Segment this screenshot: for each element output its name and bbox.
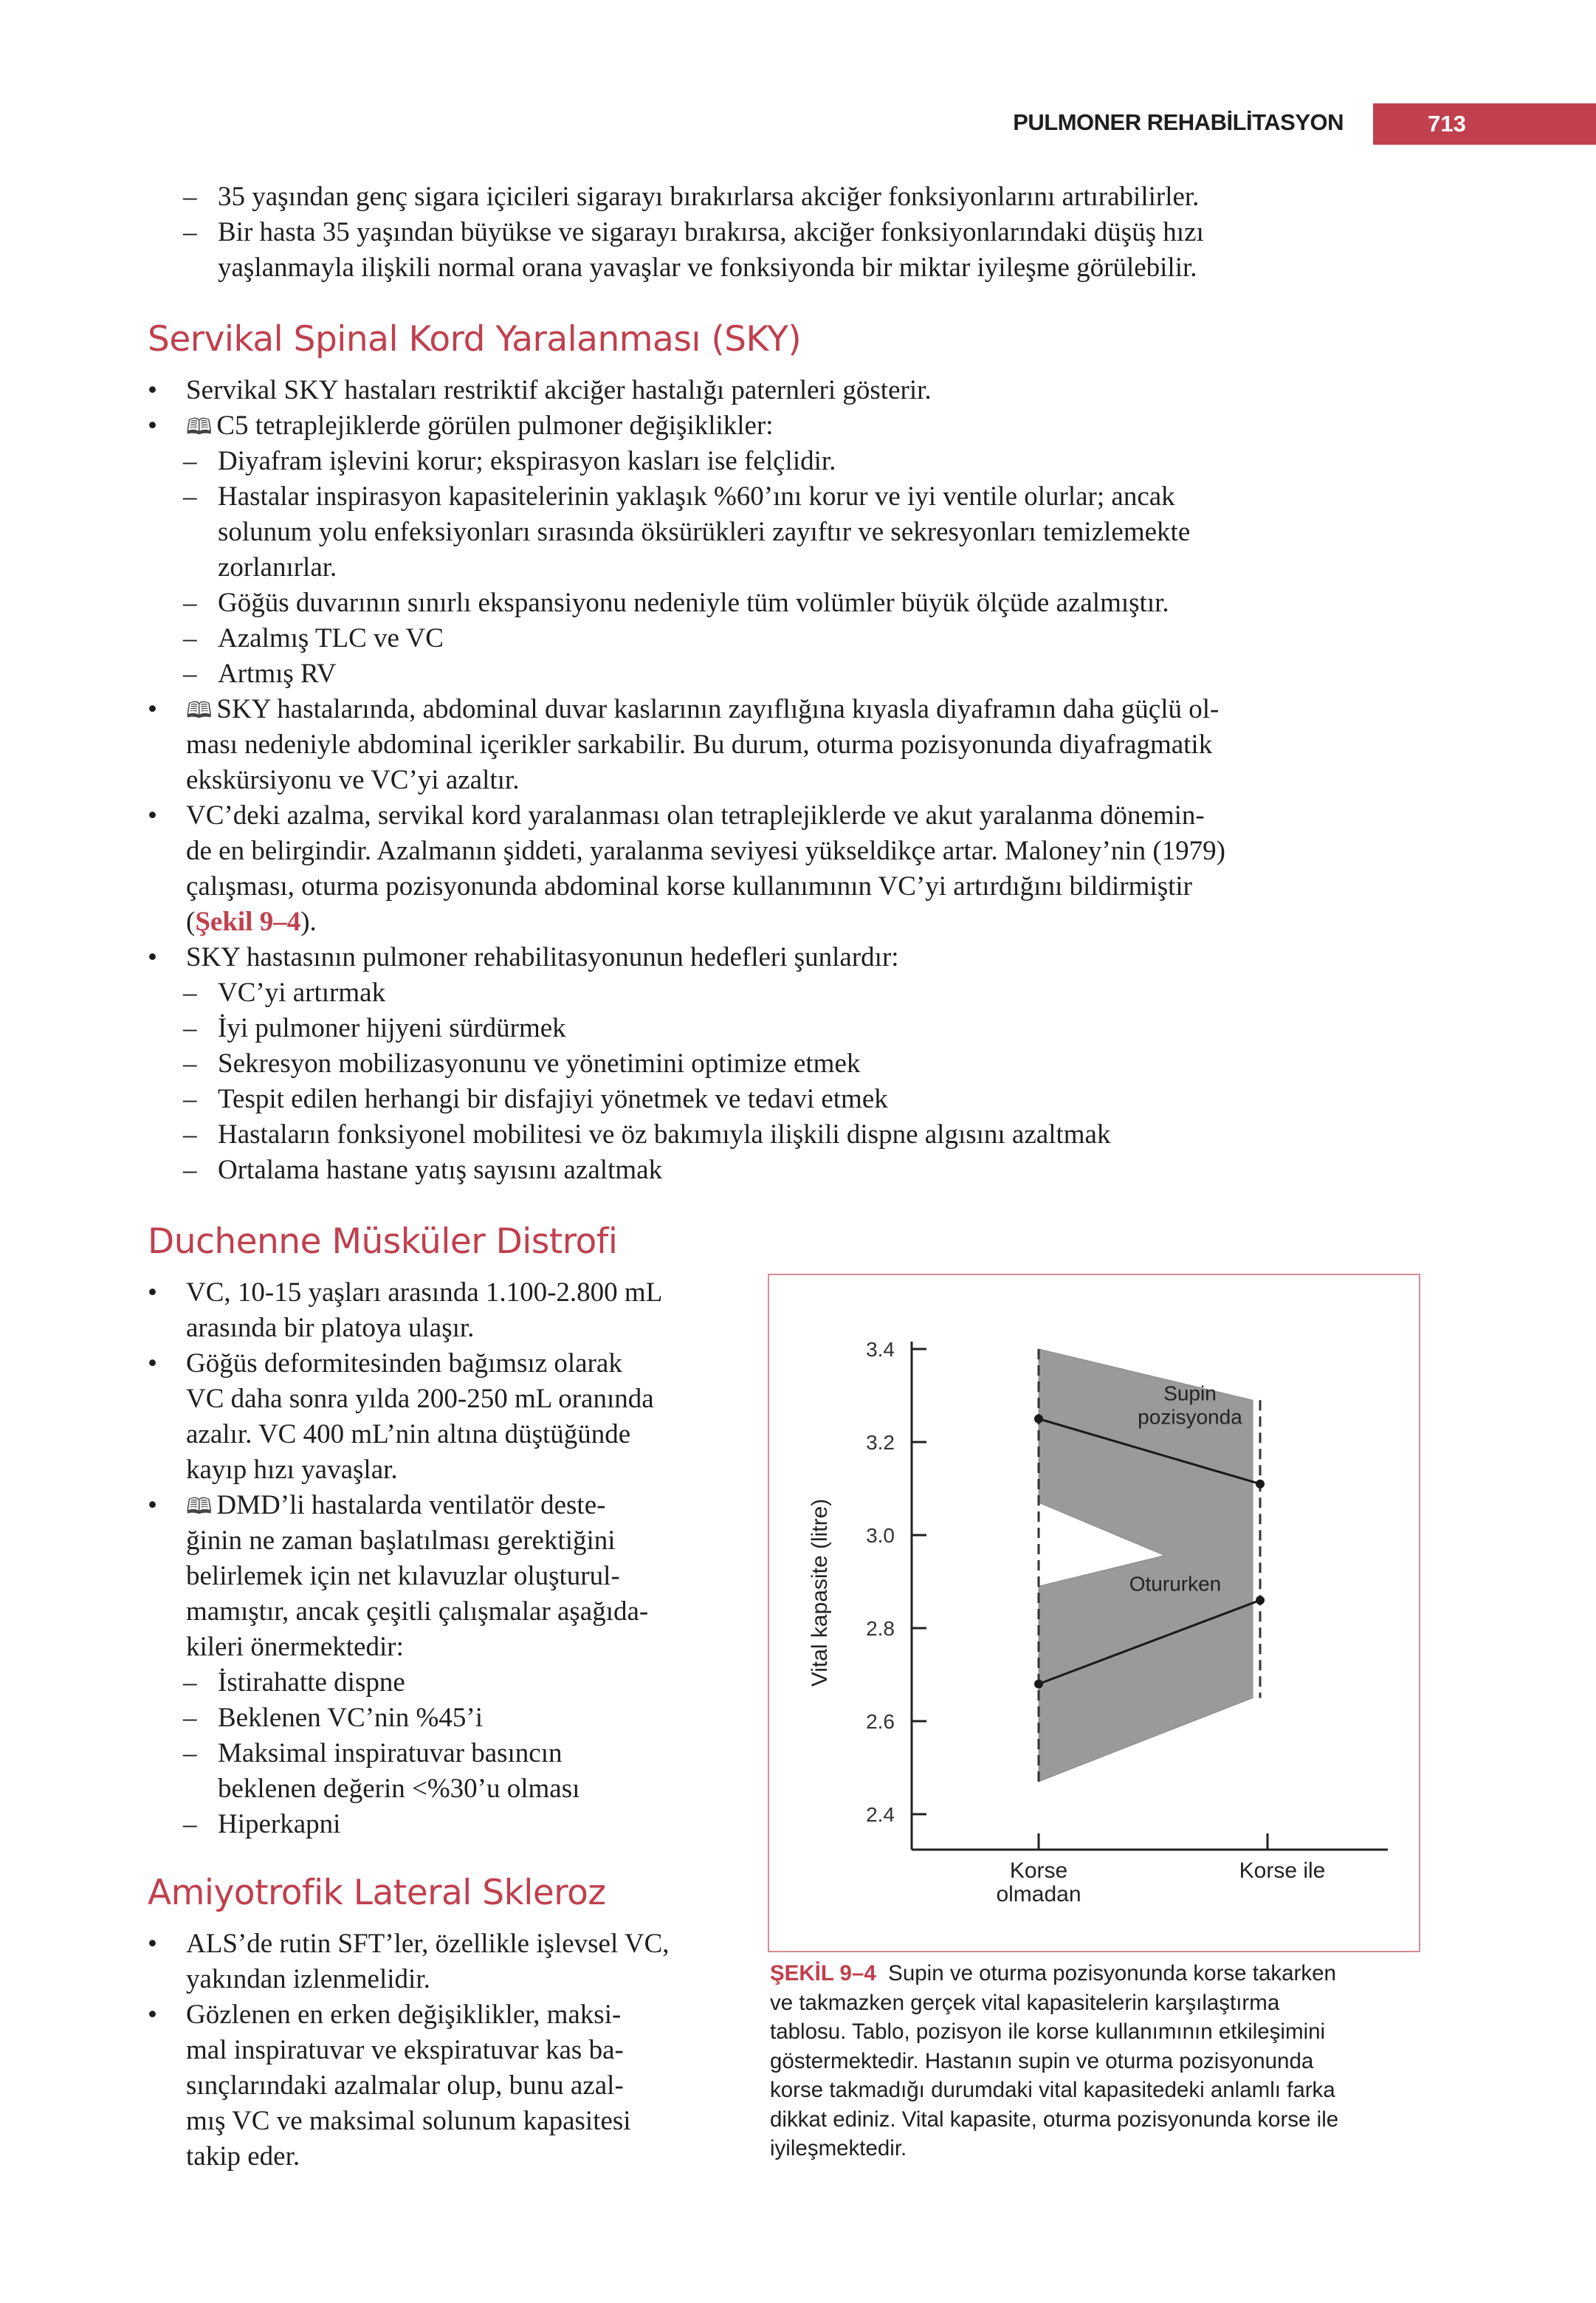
bullet: •	[148, 942, 157, 972]
caption-line: tablosu. Tablo, pozisyon ile korse kullanımının etkileşimini	[770, 2019, 1326, 2044]
bullet: •	[148, 1348, 157, 1379]
list-item: Göğüs deformitesinden bağımsız olarak	[186, 1348, 622, 1379]
list-item: Bir hasta 35 yaşından büyükse ve sigarayı bırakırsa, akciğer fonksiyonlarındaki düşüş hızı	[218, 217, 1204, 247]
paren-open: (	[186, 907, 196, 937]
list-dash: –	[183, 1048, 197, 1079]
list-dash: –	[183, 217, 197, 247]
list-item: de en belirgindir. Azalmanın şiddeti, yaralanma seviyesi yükseldikçe artar. Maloney’nin (1979)	[186, 836, 1226, 866]
list-dash: –	[183, 623, 197, 653]
paren-close: ).	[300, 907, 317, 937]
bullet: •	[148, 1490, 157, 1520]
list-dash: –	[183, 182, 197, 212]
list-item: beklenen değerin <%30’u olması	[218, 1774, 580, 1804]
list-item: Göğüs duvarının sınırlı ekspansiyonu nedeniyle tüm volümler büyük ölçüde azalmıştır.	[218, 588, 1169, 618]
list-item: Gözlenen en erken değişiklikler, maksi-	[186, 2000, 622, 2030]
section-heading-als: Amiyotrofik Lateral Skleroz	[148, 1873, 606, 1913]
list-item-text: SKY hastalarında, abdominal duvar kaslarının zayıflığına kıyasla diyaframın daha güçlü ol-	[216, 694, 1220, 724]
caption-text: Supin ve oturma pozisyonunda korse takarken	[888, 1961, 1336, 1985]
series-label: Otururken	[1129, 1572, 1222, 1596]
caption-line: korse takmadığı durumdaki vital kapasitedeki anlamlı farka	[770, 2078, 1335, 2102]
list-dash: –	[183, 481, 197, 512]
list-item	[186, 1488, 605, 1525]
list-item: yaşlanmayla ilişkili normal orana yavaşlar ve fonksiyonda bir miktar iyileşme görülebilir.	[218, 253, 1197, 283]
y-axis-label: Vital kapasite (litre)	[808, 1498, 832, 1687]
figure-ref-link[interactable]: Şekil 9–4	[195, 907, 301, 937]
list-item	[186, 692, 1219, 729]
list-dash: –	[183, 1809, 197, 1839]
page-number-badge	[1373, 103, 1596, 145]
y-tick-label: 3.4	[866, 1338, 895, 1361]
list-item: İyi pulmoner hijyeni sürdürmek	[218, 1013, 566, 1043]
y-tick-label: 3.0	[866, 1524, 895, 1547]
list-item: ması nedeniyle abdominal içerikler sarkabilir. Bu durum, oturma pozisyonunda diyafragmatik	[186, 730, 1213, 760]
list-item: Hastalar inspirasyon kapasitelerinin yaklaşık %60’ını korur ve iyi ventile olurlar; ancak	[218, 481, 1175, 512]
list-item: Servikal SKY hastaları restriktif akciğer hastalığı paternleri gösterir.	[186, 375, 932, 405]
series-point	[1256, 1596, 1265, 1604]
caption-line: ve takmazken gerçek vital kapasitelerin karşılaştırma	[770, 1990, 1280, 2015]
caption-line: dikkat ediniz. Vital kapasite, oturma pozisyonunda korse ile	[770, 2107, 1339, 2132]
list-dash: –	[183, 978, 197, 1008]
caption-line	[770, 1959, 1420, 1988]
list-item: mal inspiratuvar ve ekspiratuvar kas ba-	[186, 2035, 624, 2065]
series-point	[1256, 1480, 1265, 1489]
series-point	[1034, 1415, 1043, 1424]
bullet: •	[148, 694, 157, 724]
list-item: 35 yaşından genç sigara içicileri sigarayı bırakırlarsa akciğer fonksiyonlarını artırabilirler.	[218, 182, 1200, 212]
x-tick-label: Korse	[1009, 1858, 1068, 1883]
bullet: •	[148, 1929, 157, 1959]
running-header-title: PULMONER REHABİLİTASYON	[1013, 109, 1344, 135]
bullet: •	[148, 1277, 157, 1308]
figure-caption	[770, 1959, 1420, 2163]
list-item	[186, 408, 774, 445]
series-label: Supin	[1163, 1382, 1217, 1405]
list-dash: –	[183, 1667, 197, 1698]
list-item: VC’deki azalma, servikal kord yaralanması olan tetraplejiklerde ve akut yaralanma dönemin-	[186, 800, 1205, 831]
figure-label: ŞEKİL 9–4	[770, 1961, 876, 1985]
list-item: mamıştır, ancak çeşitli çalışmalar aşağıda-	[186, 1596, 649, 1627]
list-item: sınçlarındaki azalmalar olup, bunu azal-	[186, 2070, 624, 2101]
list-item: VC daha sonra yılda 200-250 mL oranında	[186, 1384, 654, 1414]
series-point	[1034, 1680, 1043, 1689]
list-item: ğinin ne zaman başlatılması gerektiğini	[186, 1525, 616, 1556]
list-item: takip eder.	[186, 2141, 300, 2172]
list-dash: –	[183, 1155, 197, 1185]
figure-frame	[768, 1274, 1420, 1952]
y-tick-label: 3.2	[866, 1431, 895, 1454]
list-item: zorlanırlar.	[218, 552, 337, 583]
section-heading-dmd: Duchenne Müsküler Distrofi	[148, 1221, 618, 1262]
bullet: •	[148, 2000, 157, 2030]
caption-line: iyileşmektedir.	[770, 2136, 907, 2160]
series-label: pozisyonda	[1138, 1405, 1242, 1429]
caption-line: göstermektedir. Hastanın supin ve oturma pozisyonunda	[770, 2048, 1314, 2073]
y-tick-label: 2.6	[866, 1710, 895, 1733]
list-item: Tespit edilen herhangi bir disfajiyi yönetmek ve tedavi etmek	[218, 1084, 888, 1114]
y-tick-label: 2.8	[866, 1617, 895, 1640]
list-item: Sekresyon mobilizasyonunu ve yönetimini optimize etmek	[218, 1048, 861, 1079]
list-item: VC’yi artırmak	[218, 978, 386, 1008]
section-heading-sky: Servikal Spinal Kord Yaralanması (SKY)	[148, 319, 802, 360]
list-item: solunum yolu enfeksiyonları sırasında öksürükleri zayıftır ve sekresyonları temizlemekte	[218, 517, 1191, 547]
list-item: Hastaların fonksiyonel mobilitesi ve öz bakımıyla ilişkili dispne algısını azaltmak	[218, 1119, 1111, 1150]
bullet: •	[148, 375, 157, 405]
book-icon: 🕮	[186, 414, 213, 440]
list-item: kileri önermektedir:	[186, 1632, 404, 1662]
list-dash: –	[183, 1119, 197, 1150]
x-tick-label: olmadan	[996, 1882, 1081, 1906]
list-item: Beklenen VC’nin %45’i	[218, 1703, 483, 1733]
list-item: mış VC ve maksimal solunum kapasitesi	[186, 2106, 631, 2136]
list-item: arasında bir platoya ulaşır.	[186, 1313, 475, 1343]
list-item: Maksimal inspiratuvar basıncın	[218, 1738, 563, 1768]
list-item: çalışması, oturma pozisyonunda abdominal korse kullanımının VC’yi artırdığını bildirmiştir	[186, 871, 1192, 902]
list-dash: –	[183, 1084, 197, 1114]
list-dash: –	[183, 446, 197, 476]
vital-capacity-chart	[769, 1275, 1419, 1951]
list-item: Azalmış TLC ve VC	[218, 623, 444, 653]
list-dash: –	[183, 1703, 197, 1733]
list-item: Hiperkapni	[218, 1809, 341, 1839]
list-dash: –	[183, 659, 197, 689]
list-item-text: DMD’li hastalarda ventilatör deste-	[216, 1490, 606, 1520]
list-item: SKY hastasının pulmoner rehabilitasyonunun hedefleri şunlardır:	[186, 942, 899, 972]
list-item: ekskürsiyonu ve VC’yi azaltır.	[186, 765, 520, 795]
list-dash: –	[183, 1013, 197, 1043]
list-item: VC, 10-15 yaşları arasında 1.100-2.800 mL	[186, 1277, 663, 1308]
x-tick-label: Korse ile	[1239, 1858, 1326, 1883]
list-dash: –	[183, 588, 197, 618]
list-item: ALS’de rutin SFT’ler, özellikle işlevsel VC,	[186, 1929, 670, 1959]
list-item: İstirahatte dispne	[218, 1667, 405, 1698]
list-item: Ortalama hastane yatış sayısını azaltmak	[218, 1155, 663, 1185]
book-icon: 🕮	[186, 698, 213, 724]
list-item: belirlemek için net kılavuzlar oluşturul-	[186, 1561, 620, 1591]
list-item: Diyafram işlevini korur; ekspirasyon kasları ise felçlidir.	[218, 446, 836, 476]
list-item: Artmış RV	[218, 659, 337, 689]
list-item: azalır. VC 400 mL’nin altına düştüğünde	[186, 1419, 631, 1449]
y-tick-label: 2.4	[866, 1803, 895, 1826]
bullet: •	[148, 800, 157, 831]
list-item	[186, 905, 317, 940]
list-item: yakından izlenmelidir.	[186, 1964, 430, 1994]
list-item-text: C5 tetraplejiklerde görülen pulmoner değişiklikler:	[216, 411, 774, 441]
list-item: kayıp hızı yavaşlar.	[186, 1455, 398, 1485]
list-dash: –	[183, 1738, 197, 1768]
book-icon: 🕮	[186, 1494, 213, 1520]
page-number: 713	[1428, 111, 1466, 137]
bullet: •	[148, 411, 157, 441]
